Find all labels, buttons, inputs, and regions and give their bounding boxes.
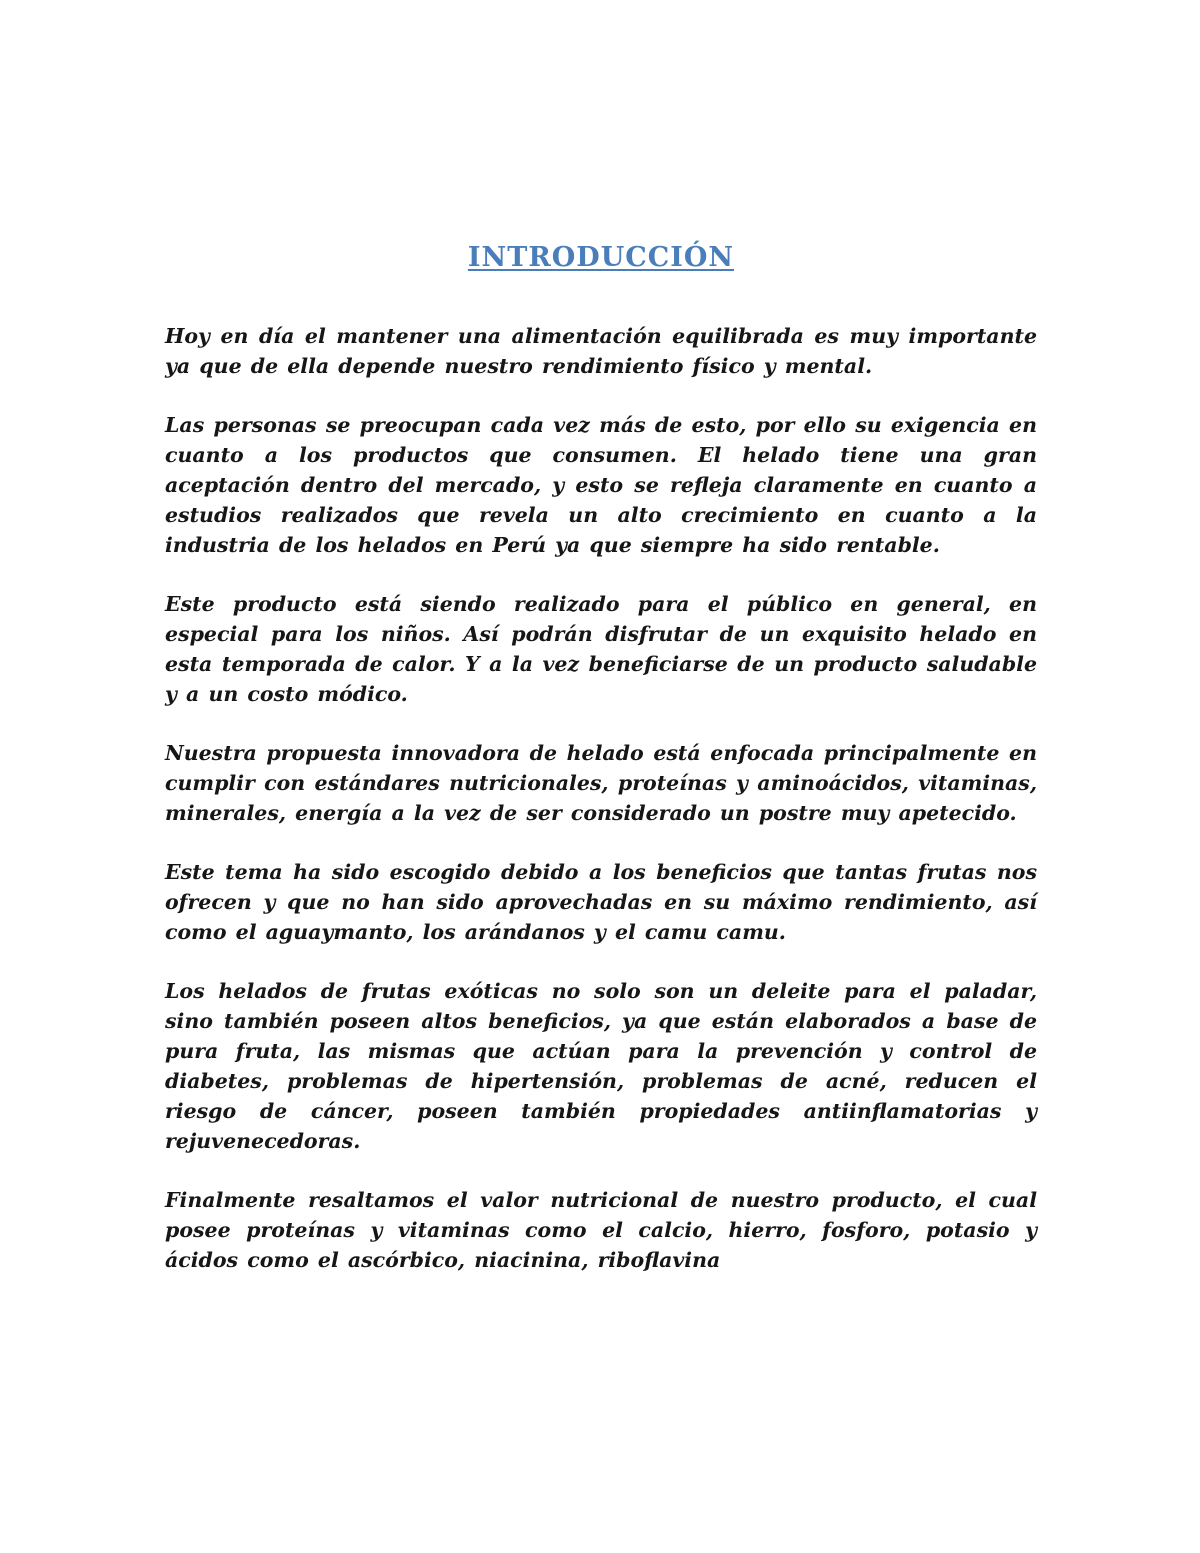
paragraph-tema-escogido: Este tema ha sido escogido debido a los beneficios que tantas frutas nos ofrecen y que no han sido aprovechadas en su máximo rendimiento, así como el aguaymanto, los arándanos y el camu camu.	[165, 860, 1037, 944]
document-content	[165, 242, 1037, 1304]
paragraph-propuesta-innovadora: Nuestra propuesta innovadora de helado está enfocada principalmente en cumplir con estándares nutricionales, proteínas y aminoácidos, vitaminas, minerales, energía a la vez de ser considerado un postre muy apetecido.	[165, 741, 1037, 825]
document-title: INTRODUCCIÓN	[467, 242, 735, 273]
paragraph-personas-exigencia: Las personas se preocupan cada vez más de esto, por ello su exigencia en cuanto a los productos que consumen. El helado tiene una gran aceptación dentro del mercado, y esto se refleja claramente en cuanto a estudios realizados que revela un alto crecimiento en cuanto a la industria de los helados en Perú ya que siempre ha sido rentable.	[165, 413, 1037, 557]
paragraph-helados-beneficios: Los helados de frutas exóticas no solo son un deleite para el paladar, sino también poseen altos beneficios, ya que están elaborados a base de pura fruta, las mismas que actúan para la prevención y control de diabetes, problemas de hipertensión, problemas de acné, reducen el riesgo de cáncer, poseen también propiedades antiinflamatorias y rejuvenecedoras.	[165, 979, 1037, 1153]
paragraph-valor-nutricional: Finalmente resaltamos el valor nutricional de nuestro producto, el cual posee proteínas y vitaminas como el calcio, hierro, fosforo, potasio y ácidos como el ascórbico, niacinina, riboflavina	[165, 1188, 1037, 1272]
paragraph-intro-alimentacion: Hoy en día el mantener una alimentación equilibrada es muy importante ya que de ella depende nuestro rendimiento físico y mental.	[165, 324, 1037, 378]
paragraph-producto-publico: Este producto está siendo realizado para el público en general, en especial para los niños. Así podrán disfrutar de un exquisito helado en esta temporada de calor. Y a la vez beneficiarse de un producto saludable y a un costo módico.	[165, 592, 1037, 706]
